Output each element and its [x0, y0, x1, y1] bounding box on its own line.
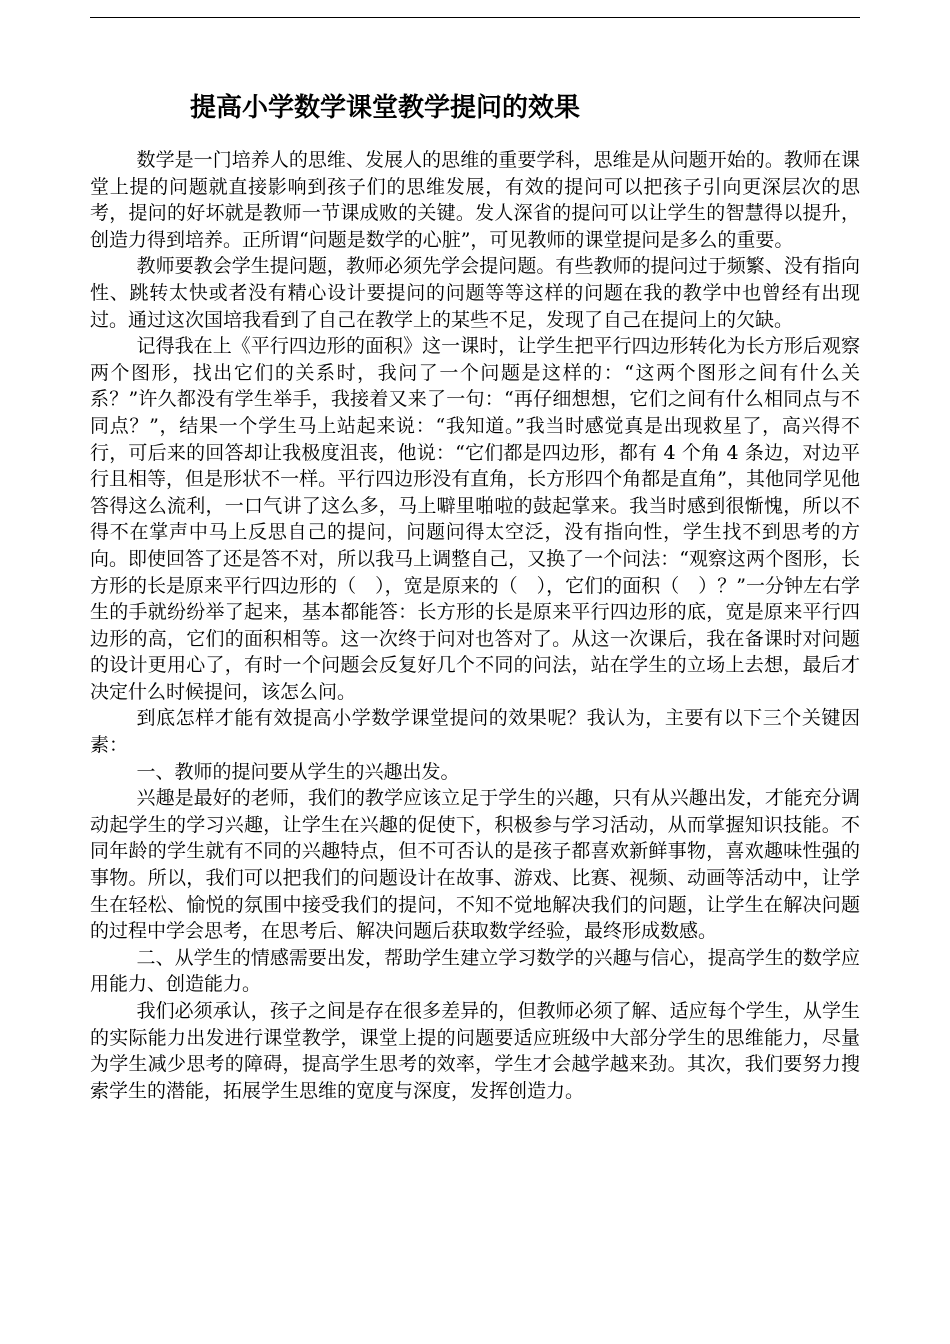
document-body [90, 147, 860, 1104]
section-heading-interest: 一、教师的提问要从学生的兴趣出发。 [136, 760, 460, 783]
header-rule [90, 17, 860, 18]
paragraph-teacher-questions: 教师要教会学生提问题，教师必须先学会提问题。有些教师的提问过于频繁、没有指向性、跳转太快或者没有精心设计要提问的问题等等这样的问题在我的教学中也曾经有出现过。通过这次国培我看到了自己在教学上的某些不足，发现了自己在提问上的欠缺。 [90, 255, 860, 331]
paragraph-intro: 数学是一门培养人的思维、发展人的思维的重要学科，思维是从问题开始的。教师在课堂上提的问题就直接影响到孩子们的思维发展，有效的提问可以把孩子引向更深层次的思考，提问的好坏就是教师一节课成败的关键。发人深省的提问可以让学生的智慧得以提升，创造力得到培养。正所谓“问题是数学的心脏”，可见教师的课堂提问是多么的重要。 [90, 149, 860, 251]
page-title: 提高小学数学课堂教学提问的效果 [190, 93, 581, 123]
section-heading-emotion: 二、从学生的情感需要出发，帮助学生建立学习数学的兴趣与信心，提高学生的数学应用能力、创造能力。 [90, 946, 860, 996]
paragraph-lesson-story: 记得我在上《平行四边形的面积》这一课时，让学生把平行四边形转化为长方形后观察两个图形，找出它们的关系时，我问了一个问题是这样的：“这两个图形之间有什么关系？”许久都没有学生举手，我接着又来了一句：“再仔细想想，它们之间有什么相同点与不同点？”，结果一个学生马上站起来说：“我知道。”我当时感觉真是出现救星了，高兴得不行，可后来的回答却让我极度沮丧，他说：“它们都是四边形，都有 4 个角 4 条边，对边平行且相等，但是形状不一样。平行四边形没有直角，长方形四个角都是直角”，其他同学见他答得这么流利，一口气讲了这么多，马上噼里啪啦的鼓起掌来。我当时感到很惭愧，所以不得不在掌声中马上反思自己的提问，问题问得太空泛，没有指向性，学生找不到思考的方向。即使回答了还是答不对，所以我马上调整自己，又换了一个问法：“观察这两个图形，长方形的长是原来平行四边形的（ ），宽是原来的（ ），它们的面积（ ）？”一分钟左右学生的手就纷纷举了起来，基本都能答：长方形的长是原来平行四边形的底，宽是原来平行四边形的高，它们的面积相等。这一次终于问对也答对了。从这一次课后，我在备课时对问题的设计更用心了，有时一个问题会反复好几个不同的问法，站在学生的立场上去想，最后才决定什么时候提问，该怎么问。 [90, 335, 860, 703]
paragraph-interest: 兴趣是最好的老师，我们的教学应该立足于学生的兴趣，只有从兴趣出发，才能充分调动起学生的学习兴趣，让学生在兴趣的促使下，积极参与学习活动，从而掌握知识技能。不同年龄的学生就有不同的兴趣特点，但不可否认的是孩子都喜欢新鲜事物，喜欢趣味性强的事物。所以，我们可以把我们的问题设计在故事、游戏、比赛、视频、动画等活动中，让学生在轻松、愉悦的氛围中接受我们的提问，不知不觉地解决我们的问题，让学生在解决问题的过程中学会思考，在思考后、解决问题后获取数学经验，最终形成数感。 [90, 787, 860, 943]
paragraph-differences: 我们必须承认，孩子之间是存在很多差异的，但教师必须了解、适应每个学生，从学生的实际能力出发进行课堂教学，课堂上提的问题要适应班级中大部分学生的思维能力，尽量为学生减少思考的障碍，提高学生思考的效率，学生才会越学越来劲。其次，我们要努力搜索学生的潜能，拓展学生思维的宽度与深度，发挥创造力。 [90, 1000, 860, 1102]
paragraph-key-factors: 到底怎样才能有效提高小学数学课堂提问的效果呢？我认为，主要有以下三个关键因素： [90, 707, 860, 757]
